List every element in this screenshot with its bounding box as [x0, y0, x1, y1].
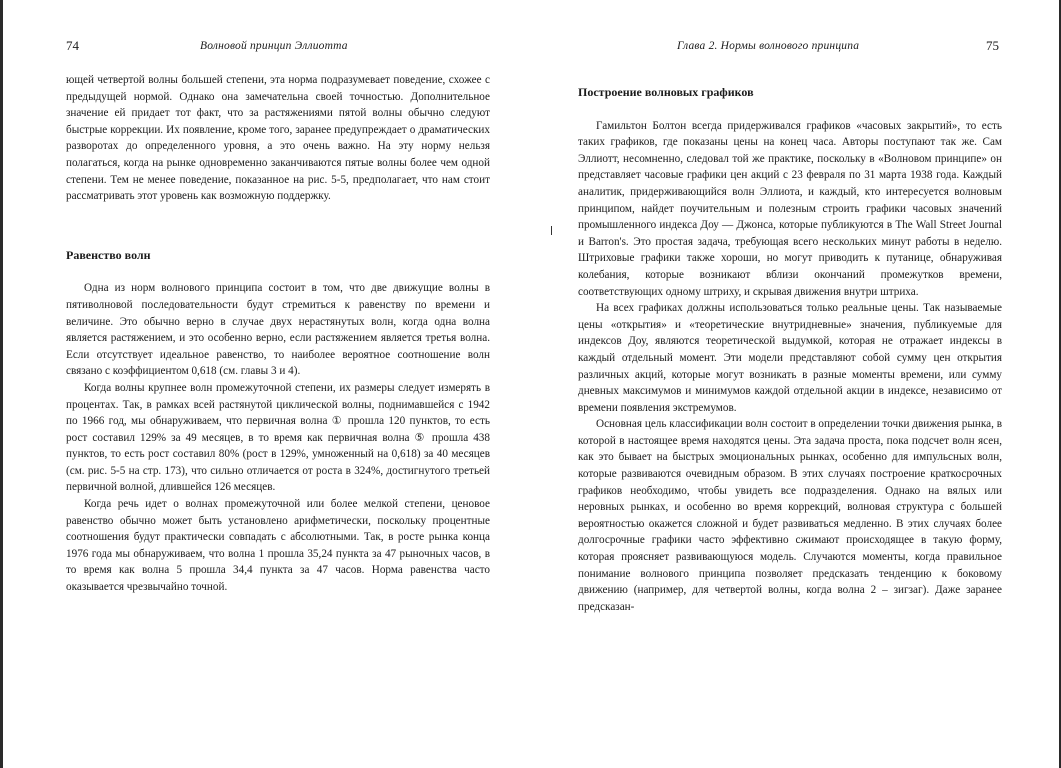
left-page-body	[66, 72, 490, 596]
left-paragraph-3: Когда волны крупнее волн промежуточной степени, их размеры следует измерять в процентах. Так, в рамках всей растянутой циклической волны, поднимавшейся с 1942 по 1966 год, мы обнаруживаем, что первичная волна ① прошла 120 пунктов, то есть рост составил 129% за 49 месяцев, в то время как первичная волна ⑤ прошла 438 пунктов, то есть рост составил 80% (рост в 129%, умноженный на 0,618) за 40 месяцев (см. рис. 5-5 на стр. 173), что сильно отличается от роста в 324%, достигнутого третьей первичной волной, длившейся 126 месяцев.	[66, 381, 490, 494]
right-paragraph-1: Гамильтон Болтон всегда придерживался графиков «часовых закрытий», то есть таких графиков, где показаны цены на конец часа. Авторы поступают так же. Сам Эллиотт, несомненно, следовал той же практике, поскольку в «Волновом принципе» он представляет часовые графики цен акций с 23 февраля по 31 марта 1938 года. Каждый аналитик, придерживающийся волн Эллиота, и каждый, кто интересуется волновым принципом, найдет поучительным и полезным строить графики часовых значений промышленного индекса Доу — Джонса, которые публикуются в The Wall Street Journal и Barron's. Это простая задача, требующая всего нескольких минут работы в неделю. Штриховые графики также хороши, но могут приводить к путанице, обнаруживая колебания, которые возникают вблизи окончаний промежутков времени, соответствующих одному штриху, и скрывая движения внутри штриха.	[578, 119, 1002, 298]
left-paragraph-1: ющей четвертой волны большей степени, эта норма подразумевает поведение, схожее с предыдущей нормой. Однако она замечательна своей точностью. Дополнительное значение ей придает тот факт, что за растяжениями пятой волны обычно следуют быстрые коррекции. Их появление, кроме того, заранее предупреждает о драматических разворотах до определенного уровня, а это очень важно. На эту норму нельзя полагаться, когда на рынке одновременно заканчиваются пятые волны более чем одной степени. Тем не менее поведение, показанное на рис. 5-5, предполагает, что нам стоит рассматривать этот уровень как возможную поддержку.	[66, 74, 490, 203]
right-page-body	[578, 84, 1002, 615]
left-page-number: 74	[66, 38, 79, 53]
right-paragraph-3: Основная цель классификации волн состоит в определении точки движения рынка, в которой в настоящее время находятся цены. Эта задача проста, пока подсчет волн ясен, как это бывает на быстрых эмоциональных рынках, особенно для импульсных волн, которые развиваются очевидным образом. В этих случаях построение краткосрочных графиков необходимо, чтобы увидеть все подразделения. Однако на вялых или неровных рынках, и особенно во время коррекций, волновая структура с большей вероятностью окажется сложной и будет развиваться медленно. В этих случаях более долгосрочные графики часто эффективно сжимают происходящее в такую форму, которая проясняет развивающуюся модель. Случаются моменты, когда правильное понимание волнового принципа позволяет предсказать тенденцию к боковому движению (например, для четвертой волны, когда волна 2 – зигзаг). Даже заранее предсказан-	[578, 418, 1002, 613]
left-paragraph-2: Одна из норм волнового принципа состоит в том, что две движущие волны в пятиволновой последовательности будут стремиться к равенству по времени и величине. Это обычно верно в случае двух нерастянутых волн, когда одна волна является растяжением, и это особенно верно, если растяжением является третья волна. Если отсутствует идеальное равенство, то наиболее вероятное соотношение волн связано с коэффициентом 0,618 (см. главы 3 и 4).	[66, 282, 490, 378]
left-paragraph-4: Когда речь идет о волнах промежуточной или более мелкой степени, ценовое равенство обычно может быть установлено арифметически, поскольку процентные соотношения будут практически совпадать с абсолютными. Так, в росте рынка конца 1976 года мы обнаруживаем, что волна 1 прошла 35,24 пункта за 47 рыночных часов, в то время как волна 5 прошла 34,4 пункта за 47 часов. Норма равенства часто оказывается чрезвычайно точной.	[66, 498, 490, 594]
right-page-number: 75	[986, 38, 999, 53]
left-page	[0, 0, 530, 768]
left-section-heading: Равенство волн	[66, 247, 151, 262]
left-running-head: Волновой принцип Эллиотта	[200, 40, 348, 52]
right-page	[531, 0, 1061, 768]
right-running-head: Глава 2. Нормы волнового принципа	[677, 40, 860, 52]
right-paragraph-2: На всех графиках должны использоваться только реальные цены. Так называемые цены «открытия» и «теоретические внутридневные» значения, публикуемые для индексов Доу, являются теоретической выдумкой, которая не отражает индексы в каждый отдельный момент. Эти модели представляют собой сумму цен открытия различных акций, которые могут возникать в разные моменты времени, или сумму дневных максимумов и минимумов каждой отдельной акции в индексе, независимо от времени появления экстремумов.	[578, 302, 1002, 414]
right-section-heading: Построение волновых графиков	[578, 85, 754, 99]
